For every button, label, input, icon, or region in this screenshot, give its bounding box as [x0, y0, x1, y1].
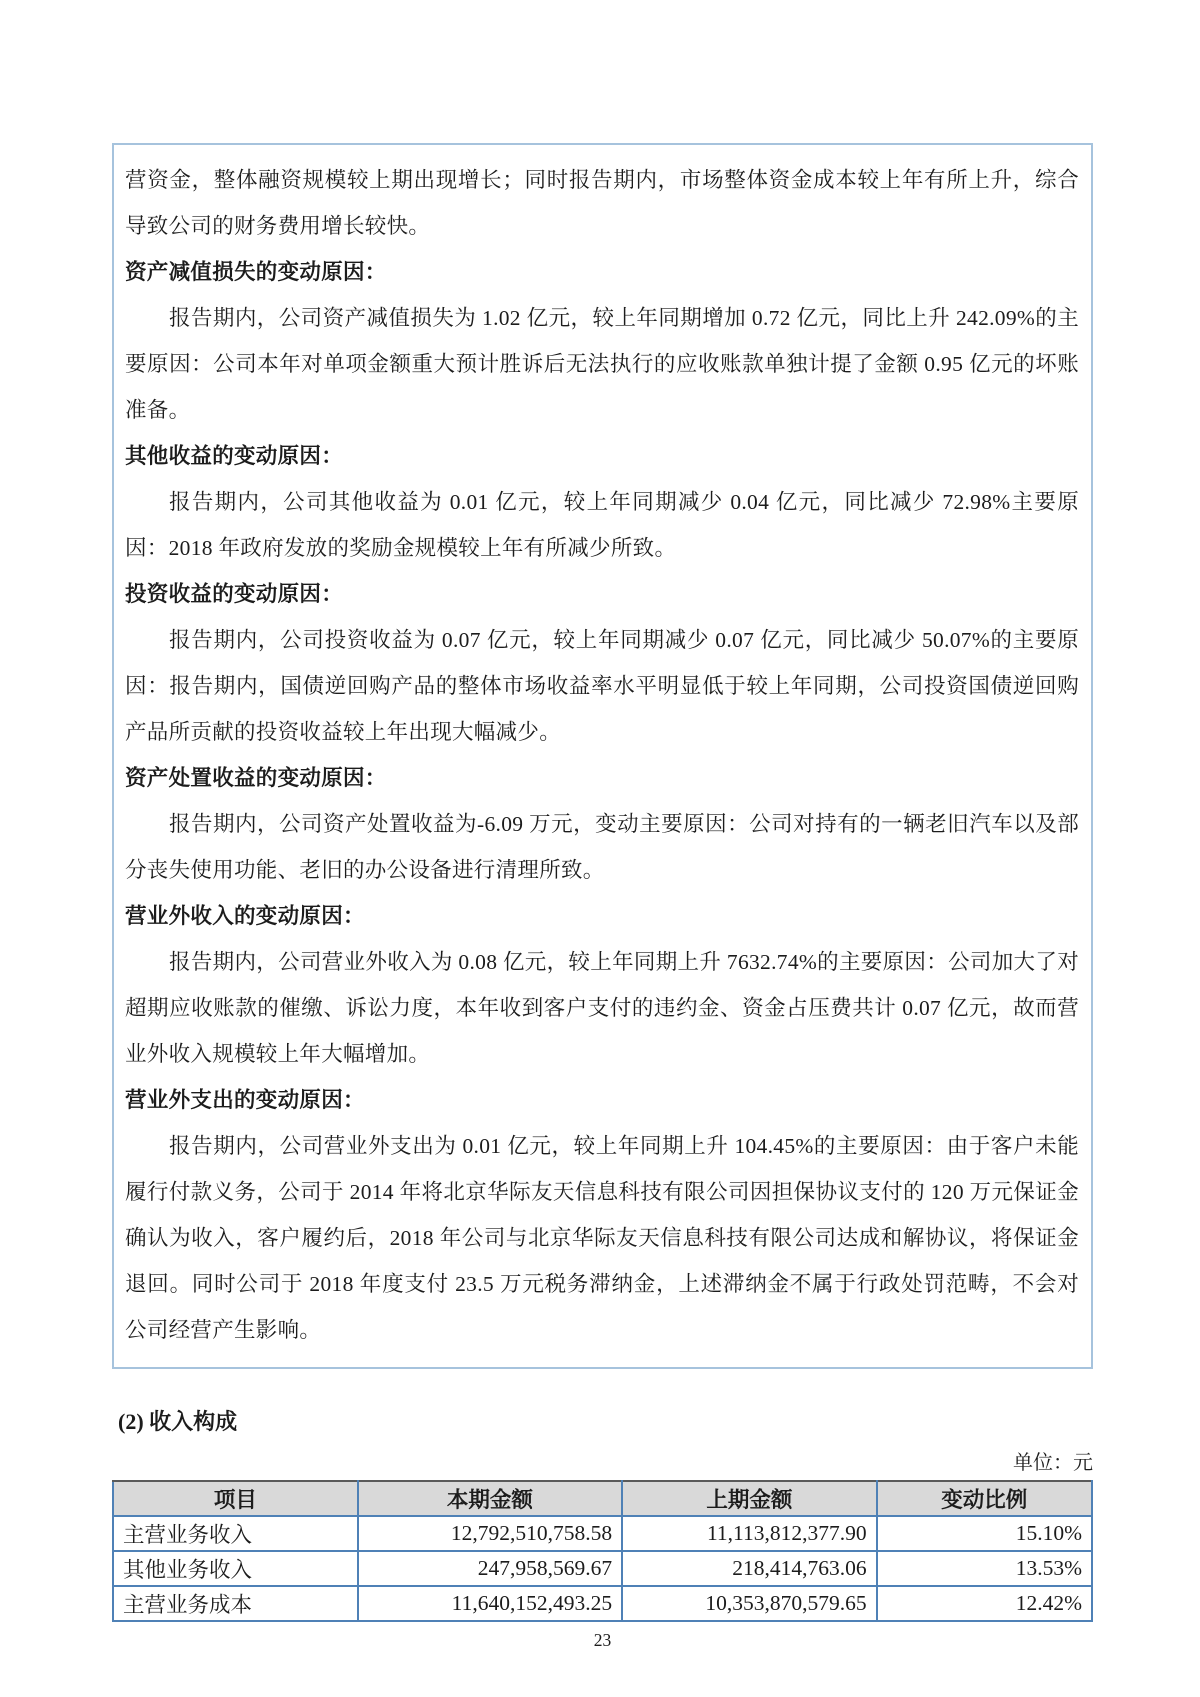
heading-asset-disposal-income: 资产处置收益的变动原因：: [125, 766, 387, 790]
table-row-other-revenue: [113, 1551, 1092, 1586]
change-reasons-box: [112, 143, 1093, 1369]
income-composition-heading: (2) 收入构成: [118, 1409, 238, 1434]
paragraph-investment-income: 报告期内，公司投资收益为 0.07 亿元，较上年同期减少 0.07 亿元，同比减少 50.07%的主要原因：报告期内，国债逆回购产品的整体市场收益率水平明显低于较上年同期，公司投资国债逆回购产品所贡献的投资收益较上年出现大幅减少。: [125, 628, 1079, 744]
cell-change-ratio: 15.10%: [877, 1516, 1092, 1551]
cell-prior-amount: 218,414,763.06: [622, 1551, 877, 1586]
cell-current-amount: 11,640,152,493.25: [358, 1586, 622, 1621]
cell-item: 其他业务收入: [113, 1551, 358, 1586]
table-row-main-cost: [113, 1586, 1092, 1621]
paragraph-non-operating-income: 报告期内，公司营业外收入为 0.08 亿元，较上年同期上升 7632.74%的主要原因：公司加大了对超期应收账款的催缴、诉讼力度，本年收到客户支付的违约金、资金占压费共计 0.07 亿元，故而营业外收入规模较上年大幅增加。: [125, 950, 1079, 1066]
page-number: 23: [593, 1630, 612, 1650]
cell-current-amount: 12,792,510,758.58: [358, 1516, 622, 1551]
cell-item: 主营业务成本: [113, 1586, 358, 1621]
cell-prior-amount: 10,353,870,579.65: [622, 1586, 877, 1621]
heading-investment-income: 投资收益的变动原因：: [125, 582, 344, 606]
col-header-item: 项目: [113, 1481, 358, 1516]
heading-non-operating-income: 营业外收入的变动原因：: [125, 904, 365, 928]
paragraph-non-operating-expense: 报告期内，公司营业外支出为 0.01 亿元，较上年同期上升 104.45%的主要原因：由于客户未能履行付款义务，公司于 2014 年将北京华际友天信息科技有限公司因担保协议支付的 120 万元保证金确认为收入，客户履约后，2018 年公司与北京华际友天信息科技有限公司达成和解协议，将保证金退回。同时公司于 2018 年度支付 23.5 万元税务滞纳金，上述滞纳金不属于行政处罚范畴，不会对公司经营产生影响。: [125, 1134, 1079, 1342]
paragraph-continuation: 营资金，整体融资规模较上期出现增长；同时报告期内，市场整体资金成本较上年有所上升，综合导致公司的财务费用增长较快。: [125, 168, 1079, 238]
col-header-prior-amount: 上期金额: [622, 1481, 877, 1516]
heading-non-operating-expense: 营业外支出的变动原因：: [125, 1088, 365, 1112]
income-composition-table: [112, 1480, 1093, 1622]
table-row-main-revenue: [113, 1516, 1092, 1551]
cell-current-amount: 247,958,569.67: [358, 1551, 622, 1586]
cell-change-ratio: 13.53%: [877, 1551, 1092, 1586]
cell-change-ratio: 12.42%: [877, 1586, 1092, 1621]
col-header-current-amount: 本期金额: [358, 1481, 622, 1516]
unit-label: 单位：元: [1013, 1452, 1093, 1474]
cell-prior-amount: 11,113,812,377.90: [622, 1516, 877, 1551]
paragraph-asset-disposal-income: 报告期内，公司资产处置收益为-6.09 万元，变动主要原因：公司对持有的一辆老旧汽车以及部分丧失使用功能、老旧的办公设备进行清理所致。: [125, 812, 1079, 882]
col-header-change-ratio: 变动比例: [877, 1481, 1092, 1516]
heading-asset-impairment: 资产减值损失的变动原因：: [125, 260, 387, 284]
paragraph-asset-impairment: 报告期内，公司资产减值损失为 1.02 亿元，较上年同期增加 0.72 亿元，同比上升 242.09%的主要原因：公司本年对单项金额重大预计胜诉后无法执行的应收账款单独计提了金额 0.95 亿元的坏账准备。: [125, 306, 1079, 422]
cell-item: 主营业务收入: [113, 1516, 358, 1551]
table-header-row: [113, 1481, 1092, 1516]
heading-other-income: 其他收益的变动原因：: [125, 444, 344, 468]
paragraph-other-income: 报告期内，公司其他收益为 0.01 亿元，较上年同期减少 0.04 亿元，同比减少 72.98%主要原因：2018 年政府发放的奖励金规模较上年有所减少所致。: [125, 490, 1079, 560]
